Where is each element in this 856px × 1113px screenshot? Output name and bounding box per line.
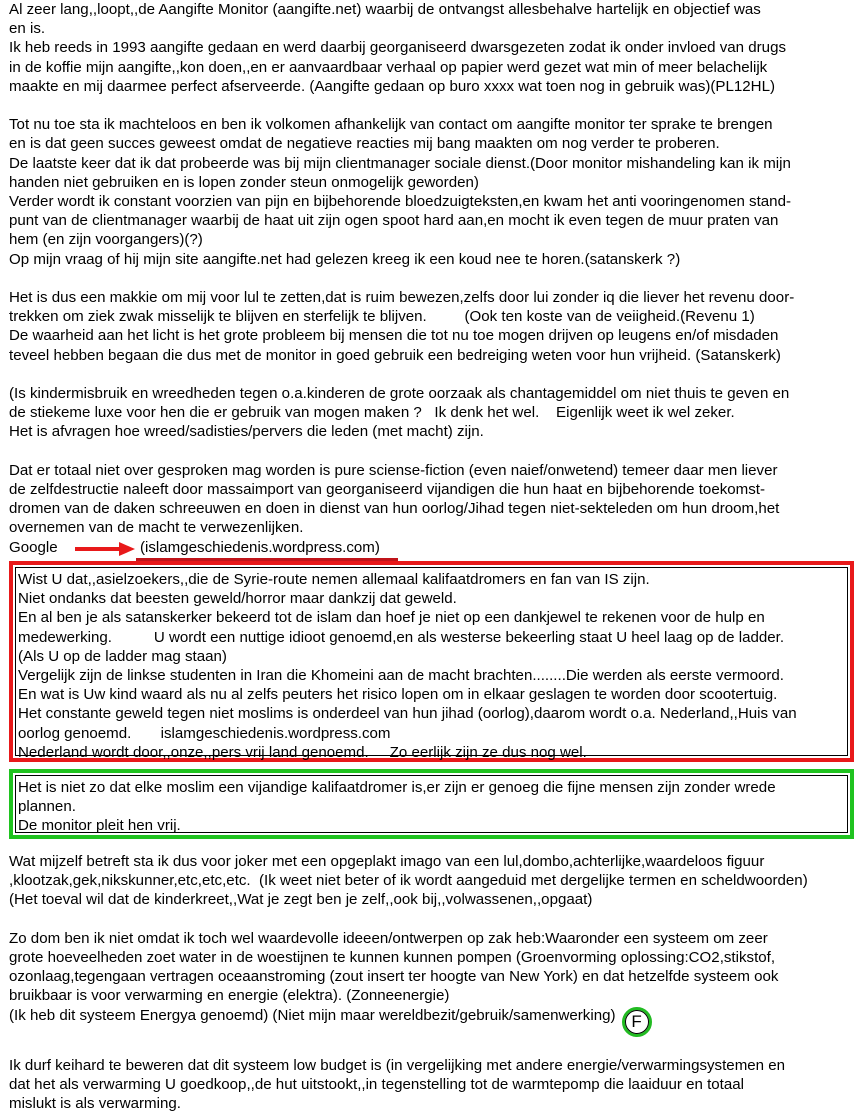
red-arrow-icon — [75, 542, 135, 556]
intro-paragraph-5: Dat er totaal niet over gesproken mag worden is pure sciense-fiction (even naief/onwetend) temeer daar men liever de zelfdestructie naleeft door massaimport van georganiseerd vijandigen die hun haat en bijbehorende toekomst- dromen van de daken schreeuwen en doen in dienst van hun oorlog/Jihad tegen niet-sekteleden om hun droom,het overnemen van de macht te verwezenlijken. — [9, 461, 780, 537]
outro-paragraph-2: Zo dom ben ik niet omdat ik toch wel waardevolle ideeen/ontwerpen op zak heb:Waaronder een systeem om zeer grote hoeveelheden zoet water in de woestijnen te kunnen kunnen pompen (Groenvorming oplossing:CO2,stikstof, ozonlaag,tegengaan vertragen oceaanstroming (zout insert ter hoogte van New York) en dat hetzelfde systeem ook bruikbaar is voor verwarming en energie (elektra). (Zonneenergie) (Ik heb dit systeem Energya genoemd) (Niet mijn maar wereldbezit/gebruik/samenwerking) F — [9, 929, 856, 1037]
intro-paragraph-1: Al zeer lang,,loopt,,de Aangifte Monitor (aangifte.net) waarbij de ontvangst allesbehalve hartelijk en objectief was en is. Ik heb reeds in 1993 aangifte gedaan en werd daarbij georganiseerd dwarsgezeten zodat ik onder invloed van drugs in de koffie mijn aangifte,,kon doen,,en er aanvaardbaar verhaal op papier werd gezet wat min of meer belachelijk maakte en mij daarmee perfect afserveerde. (Aangifte gedaan op buro xxxx wat toen nog in gebruik was)(PL12HL) — [9, 1, 787, 95]
google-link-text: (islamgeschiedenis.wordpress.com) — [140, 538, 380, 556]
outro-paragraph-1: Wat mijzelf betreft sta ik dus voor joker met een opgeplakt imago van een lul,dombo,achterlijke,waardeloos figuur ,klootzak,gek,nikskunner,etc,etc,etc. (Ik weet niet beter of ik wordt aangeduid met dergelijke termen en scheldwoorden) (Het toeval wil dat de kinderkreet,,Wat je zegt ben je zelf,,ook bij,,volwassenen,,opgaat) — [9, 853, 808, 909]
outro-paragraph-3: Ik durf keihard te beweren dat dit systeem low budget is (in vergelijking met andere energie/verwarmingsystemen en dat het als verwarming U goedkoop,,de hut uitstookt,,in tegenstelling tot de warmtepomp die laaiduur en totaal mislukt is als verwarming. — [9, 1056, 786, 1113]
google-reference — [9, 538, 854, 559]
green-bordered-box: Het is niet zo dat elke moslim een vijandige kalifaatdromer is,er zijn er genoeg die fijne mensen zijn zonder wrede plannen. De monitor pleit hen vrij. — [9, 769, 854, 839]
document-page — [9, 0, 854, 1113]
google-label: Google — [9, 538, 58, 556]
intro-paragraph-3: Het is dus een makkie om mij voor lul te zetten,dat is ruim bewezen,zelfs door lui zonder iq die liever het revenu door- trekken om ziek zwak misselijk te blijven en sterfelijk te blijven. (Ook ten koste van de veiigheid.(Revenu 1) De waarheid aan het licht is het grote probleem bij mensen die tot nu toe mogen drijven op leugens en/of misdaden teveel hebben begaan die dus met de monitor in goed gebruik een bedreiging weten voor hun vrijheid. (Satanskerk) — [9, 289, 795, 364]
outro-section — [9, 852, 856, 1113]
intro-paragraph-4: (Is kindermisbruik en wreedheden tegen o.a.kinderen de grote oorzaak als chantagemiddel om niet thuis te geven en de stiekeme luxe voor hen die er gebruik van mogen maken ? Ik denk het wel. Eigenlijk weet ik wel zeker. Het is afvragen hoe wreed/sadisties/pervers die leden (met macht) zijn. — [9, 385, 790, 441]
intro-paragraph-2: Tot nu toe sta ik machteloos en ben ik volkomen afhankelijk van contact om aangifte monitor ter sprake te brengen en is dat geen succes geweest omdat de negatieve reacties mij bang maakten om nog verder te proberen. De laatste keer dat ik dat probeerde was bij mijn clientmanager sociale dienst.(Door monitor mishandeling kan ik mijn handen niet gebruiken en is lopen zonder steun onmogelijk geworden) Verder wordt ik constant voorzien van pijn en bijbehorende bloedzuigteksten,en kwam het anti vooringenomen stand- punt van de clientmanager waarbij de haat uit zijn ogen spoot hard aan,en mocht ik even tegen de muur praten van hem (en zijn voorgangers)(?) Op mijn vraag of hij mijn site aangifte.net had gelezen kreeg ik een koud nee te horen.(satanskerk ?) — [9, 116, 792, 268]
intro-section — [9, 0, 854, 559]
red-bordered-box: Wist U dat,,asielzoekers,,die de Syrie-route nemen allemaal kalifaatdromers en fan van IS zijn. Niet ondanks dat beesten geweld/horror maar dankzij dat geweld. En al ben je als satanskerker bekeerd tot de islam dan hoef je niet op een dankjewel te rekenen voor de hulp en medewerking. U wordt een nuttige idioot genoemd,en als westerse bekeerling staat U heel laag op de ladder. (Als U op de ladder mag staan) Vergelijk zijn de linkse studenten in Iran die Khomeini aan de macht brachten........Die werden als eerste vermoord. En wat is Uw kind waard als nu al zelfs peuters het risico lopen om in elkaar geslagen te worden door scootertuig. Het constante geweld tegen niet moslims is onderdeel van hun jihad (oorlog),daarom wordt o.a. Nederland,,Huis van oorlog genoemd. islamgeschiedenis.wordpress.com Nederland wordt door,,onze,,pers vrij land genoemd. Zo eerlijk zijn ze dus nog wel. — [9, 561, 854, 762]
f-badge-icon: F — [622, 1007, 652, 1037]
